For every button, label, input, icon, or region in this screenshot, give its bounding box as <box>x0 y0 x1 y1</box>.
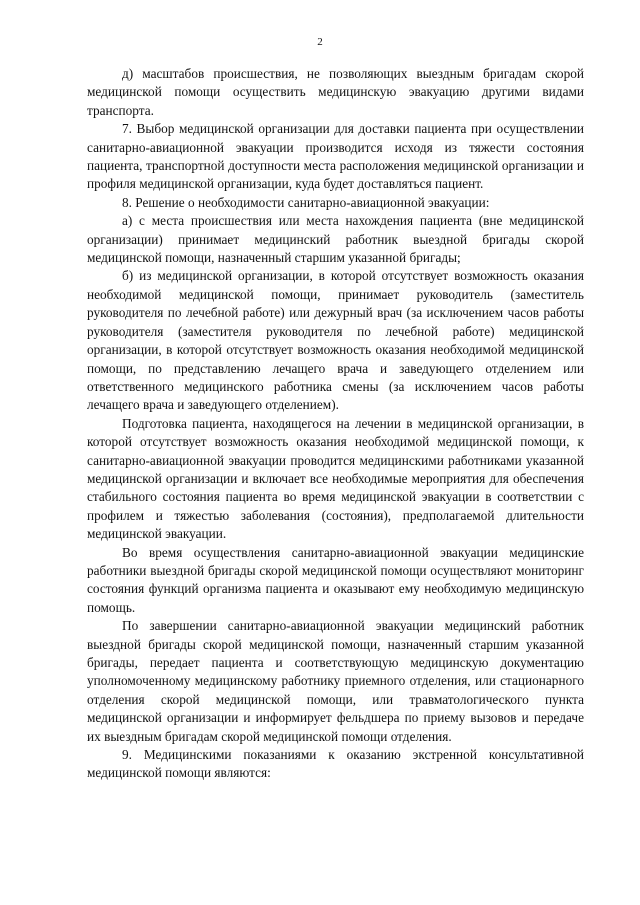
paragraph-item-d: д) масштабов происшествия, не позволяющих выездным бригадам скорой медицинской помощи осуществить медицинскую эвакуацию другими видами транспорта. <box>87 66 584 118</box>
page-number: 2 <box>317 36 323 48</box>
paragraph-8: 8. Решение о необходимости санитарно-авиационной эвакуации: <box>122 194 490 210</box>
paragraph-completion: По завершении санитарно-авиационной эвакуации медицинский работник выездной бригады скорой медицинской помощи, назначенный старшим указанной бригады, передает пациента и соответствующую медицинскую документацию уполномоченному медицинскому работнику приемного отделения, или стационарного отделения скорой медицинской помощи, или травматологического пункта медицинской организации и информирует фельдшера по приему вызовов и передаче их выездным бригадам скорой медицинской помощи отделения. <box>87 618 584 744</box>
paragraph-monitoring: Во время осуществления санитарно-авиационной эвакуации медицинские работники выездной бригады скорой медицинской помощи осуществляют мониторинг состояния функций организма пациента и оказывают ему необходимую медицинскую помощь. <box>87 544 584 615</box>
paragraph-8a: а) с места происшествия или места нахождения пациента (вне медицинской организации) принимает медицинский работник выездной бригады скорой медицинской помощи, назначенный старшим указанной бригады; <box>87 213 584 266</box>
document-body <box>87 65 584 783</box>
paragraph-7: 7. Выбор медицинской организации для доставки пациента при осуществлении санитарно-авиационной эвакуации производится исходя из тяжести состояния пациента, транспортной доступности места расположения медицинской организации и профиля медицинской организации, куда будет доставляться пациент. <box>87 121 584 192</box>
paragraph-8b: б) из медицинской организации, в которой отсутствует возможность оказания необходимой медицинской помощи, принимает руководитель (заместитель руководителя по лечебной работе) или дежурный врач (за исключением часов работы руководителя (заместителя руководителя по лечебной работе) медицинской организации, в которой отсутствует возможность оказания необходимой медицинской помощи, по представлению лечащего врача и заведующего отделением или ответственного медицинского работника смены (за исключением часов работы лечащего врача и заведующего отделением). <box>87 268 584 413</box>
paragraph-9: 9. Медицинскими показаниями к оказанию экстренной консультативной медицинской помощи являются: <box>87 747 584 781</box>
paragraph-preparation: Подготовка пациента, находящегося на лечении в медицинской организации, в которой отсутствует возможность оказания необходимой медицинской помощи, к санитарно-авиационной эвакуации проводится медицинскими работниками указанной медицинской организации и включает все необходимые мероприятия для обеспечения стабильного состояния пациента во время медицинской эвакуации в соответствии с профилем и тяжестью заболевания (состояния), предполагаемой длительности медицинской эвакуации. <box>87 415 584 542</box>
